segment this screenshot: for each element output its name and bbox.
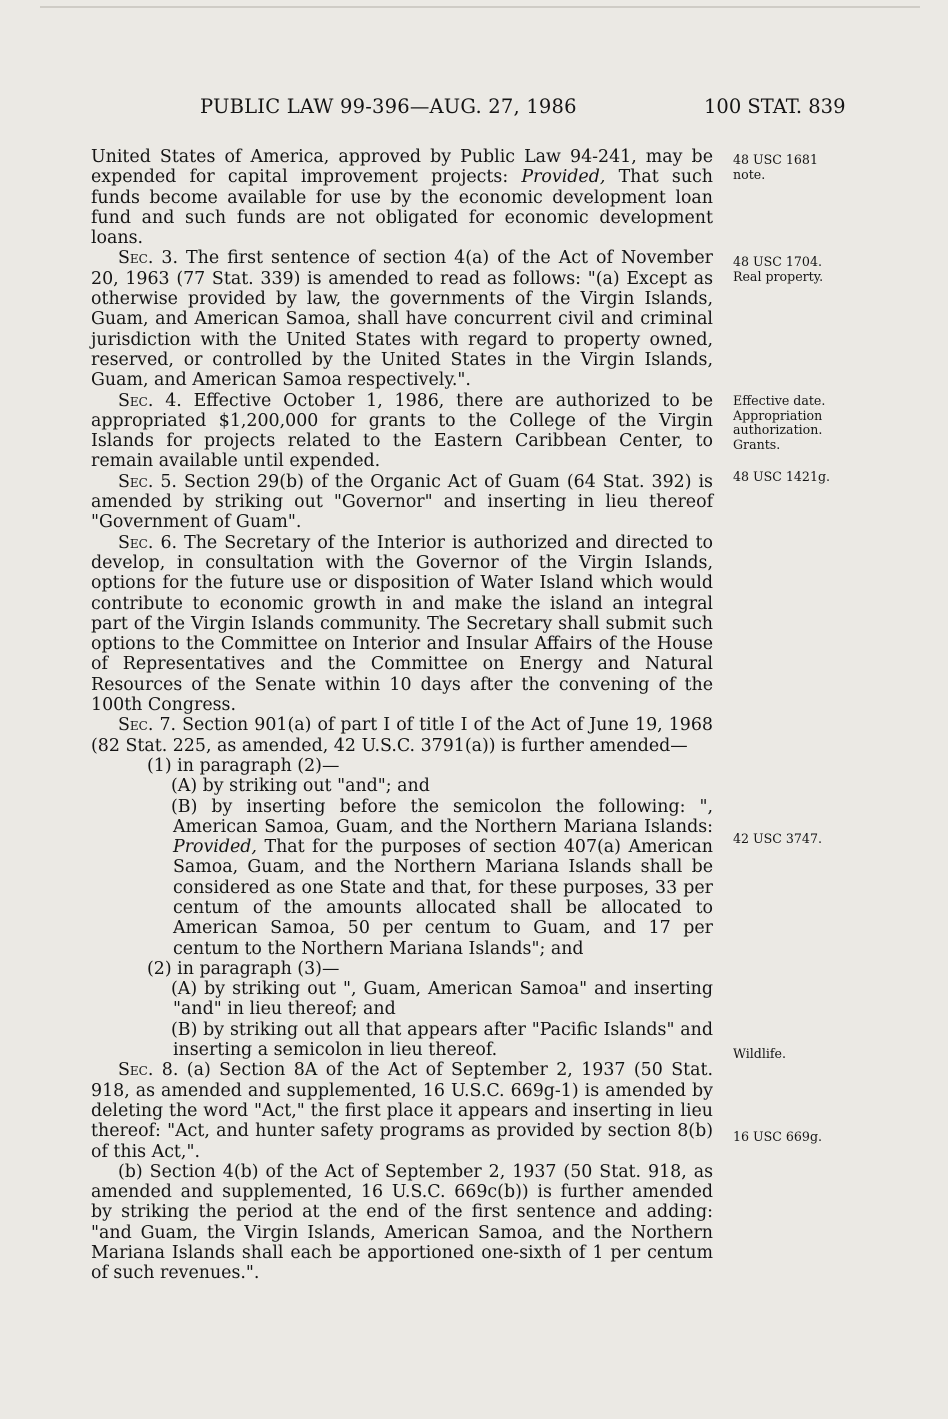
margin-note-line: 42 USC 3747. <box>733 831 822 846</box>
margin-note-line: 48 USC 1421g. <box>733 469 831 484</box>
text-run: . 4. Effective October 1, 1986, there are authorized to be appropriated $1,200,000 for grants to the College of the Virgin Islands for projects related to the Eastern Caribbean Center, to remain available until expended. <box>91 390 713 472</box>
section-7-item-1: (1) in paragraph (2)— <box>147 755 340 776</box>
section-3 <box>91 248 713 390</box>
section-6 <box>91 533 713 716</box>
italic-provided: Provided, <box>173 837 257 858</box>
section-5 <box>91 472 713 533</box>
text-run: That for the purposes of section 407(a) American Samoa, Guam, and the Northern Mariana Islands shall be considered as one State and that, for these purposes, 33 per centum of the amounts allocated shall be allocated to American Samoa, 50 per centum to Guam, and 17 per centum to the Northern Mariana Islands"; and <box>173 837 713 959</box>
text-run: That such funds become available for use by the economic development loan fund and such funds are not obligated for economic development loans. <box>91 167 714 249</box>
section-4 <box>91 391 713 472</box>
margin-note-line: Appropriation <box>733 407 823 423</box>
margin-note-line: Real property. <box>733 268 824 284</box>
section-7-item-2b: (B) by striking out all that appears after "Pacific Islands" and inserting a semicolon in lieu thereof. <box>171 1019 713 1061</box>
section-7-item-1a: (A) by striking out "and"; and <box>171 776 430 797</box>
margin-note-line: 16 USC 669g. <box>733 1129 823 1144</box>
page-header-stat: 100 STAT. 839 <box>704 95 846 118</box>
section-8a <box>91 1060 713 1161</box>
text-run: (B) by inserting before the semicolon the following: ", American Samoa, Guam, and the Northern Mariana Islands: <box>171 796 713 837</box>
margin-note-48usc1681 <box>733 153 933 182</box>
margin-note-16usc669g <box>733 1130 933 1145</box>
margin-note-line: 48 USC 1681 <box>733 152 818 167</box>
margin-note-line: Grants. <box>733 436 781 452</box>
section-label: Sec <box>118 248 148 269</box>
text-run: . 3. The first sentence of section 4(a) of the Act of November 20, 1963 (77 Stat. 339) is amended to read as follows: "(a) Except as otherwise provided by law, the governments of the Virgin Islands, Guam, and American Samoa, shall have concurrent civil and criminal jurisdiction with the United States with regard to property owned, reserved, or controlled by the United States in the Virgin Islands, Guam, and American Samoa respectively.". <box>91 248 713 391</box>
text-run: . 8. (a) Section 8A of the Act of September 2, 1937 (50 Stat. 918, as amended and supplemented, 16 U.S.C. 669g-1) is amended by deleting the word "Act," the first place it appears and inserting in lieu thereof: "Act, and hunter safety programs as provided by section 8(b) of this Act,". <box>91 1060 713 1162</box>
section-label: Sec <box>118 1060 148 1081</box>
text-run: . 7. Section 901(a) of part I of title I of the Act of June 19, 1968 (82 Stat. 225, as amended, 42 U.S.C. 3791(a)) is further amended— <box>91 715 713 756</box>
margin-note-line: 48 USC 1704. <box>733 254 822 269</box>
section-label: Sec <box>118 532 148 553</box>
page-header-title: PUBLIC LAW 99-396—AUG. 27, 1986 <box>200 95 577 118</box>
section-7-item-2: (2) in paragraph (3)— <box>147 958 340 979</box>
margin-note-line: Effective date. <box>733 393 826 408</box>
italic-provided: Provided, <box>521 167 606 188</box>
section-7-item-1b <box>91 797 713 959</box>
text-run: . 5. Section 29(b) of the Organic Act of Guam (64 Stat. 392) is amended by striking out "Governor" and inserting in lieu thereof "Government of Guam". <box>91 471 713 533</box>
section-label: Sec <box>118 390 148 411</box>
section-7 <box>91 715 713 756</box>
margin-note-line: authorization. <box>733 422 823 437</box>
margin-note-line: Wildlife. <box>733 1046 787 1061</box>
section-label: Sec <box>118 471 148 492</box>
margin-note-line: note. <box>733 166 766 182</box>
margin-note-42usc3747 <box>733 832 933 847</box>
text-run: . 6. The Secretary of the Interior is authorized and directed to develop, in consultation with the Governor of the Virgin Islands, options for the future use or disposition of Water Island which would contribute to economic growth in and make the island an integral part of the Virgin Islands community. The Secretary shall submit such options to the Committee on Interior and Insular Affairs of the House of Representatives and the Committee on Energy and Natural Resources of the Senate within 10 days after the convening of the 100th Congress. <box>91 532 713 716</box>
text-run: United States of America, approved by Public Law 94-241, may be expended for capital improvement projects: <box>91 147 713 188</box>
top-edge-shadow <box>40 6 920 8</box>
section-label: Sec <box>118 715 148 736</box>
paragraph-continuation <box>91 147 713 248</box>
margin-note-wildlife <box>733 1047 933 1062</box>
section-7-item-2a: (A) by striking out ", Guam, American Samoa" and inserting "and" in lieu thereof; and <box>171 979 713 1020</box>
body-text <box>91 147 713 1284</box>
section-8b: (b) Section 4(b) of the Act of September 2, 1937 (50 Stat. 918, as amended and supplemented, 16 U.S.C. 669c(b)) is further amended by striking the period at the end of the first sentence and adding: "and Guam, the Virgin Islands, American Samoa, and the Northern Mariana Islands shall each be apportioned one-sixth of 1 per centum of such revenues.". <box>91 1161 713 1284</box>
margin-note-48usc1421g <box>733 470 933 485</box>
margin-note-effective-date <box>733 394 933 452</box>
margin-note-48usc1704 <box>733 255 933 284</box>
